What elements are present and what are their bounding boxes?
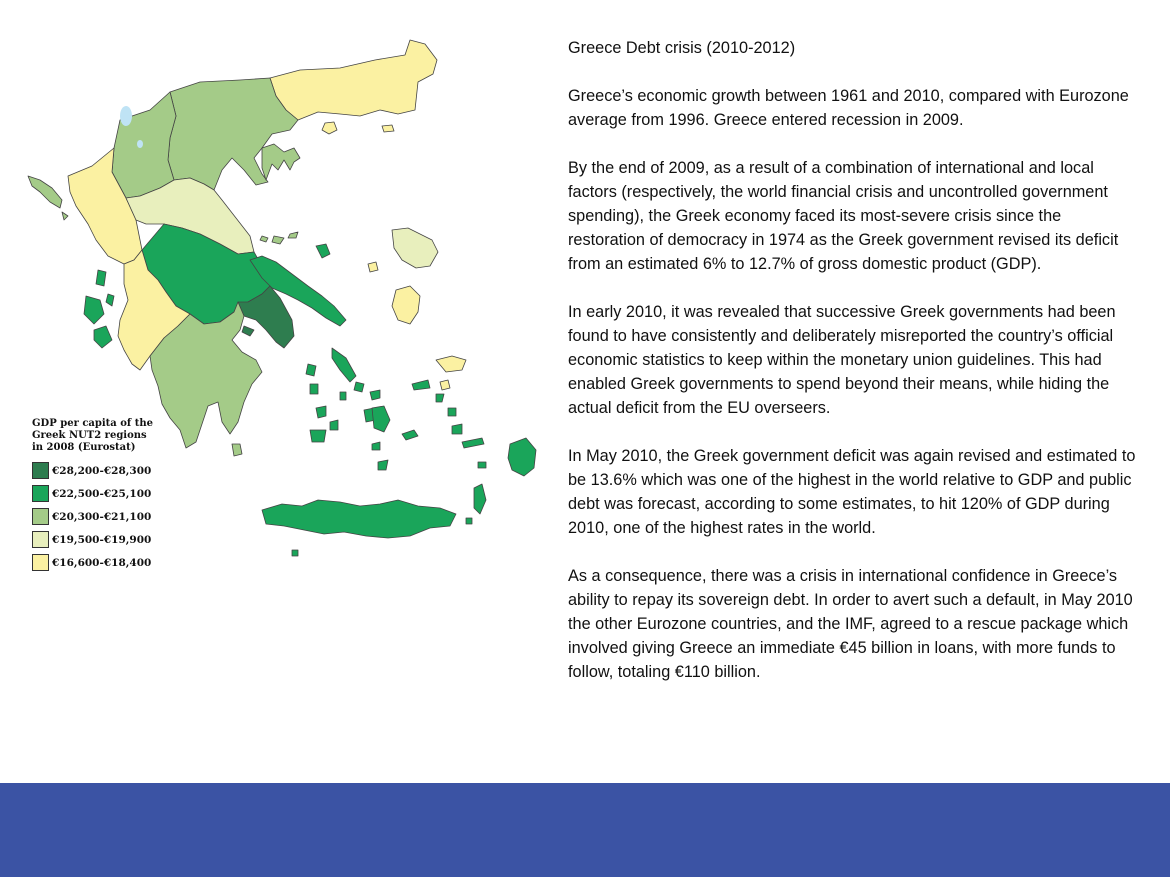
island-skiathos: [260, 236, 268, 242]
legend-swatch: [32, 531, 49, 548]
paragraph-crisis-2009: By the end of 2009, as a result of a combination of international and local factors (respectively, the world financial crisis and uncontrolled government spending), the Greek economy faced its most-severe crisis since the restoration of democracy in 1974 as the Greek government revised its deficit from an estimated 6% to 12.7% of gross domestic product (GDP).: [568, 159, 1119, 273]
legend-swatch: [32, 508, 49, 525]
island-lemnos: [392, 228, 438, 268]
island-ithaca: [106, 294, 114, 306]
paragraph-rescue-package: As a consequence, there was a crisis in international confidence in Greece’s ability to repay its sovereign debt. In order to avert such a default, in May 2010 the other Eurozone countries, and the IMF, agreed to a rescue package which involved giving Greece an immediate €45 billion in loans, with more funds to follow, totaling €110 billion.: [568, 567, 1133, 681]
legend-label: €28,200-€28,300: [52, 464, 152, 477]
island-salamis: [242, 326, 254, 336]
island-kalymnos: [452, 424, 462, 434]
island-kythira: [232, 444, 242, 456]
island-karpathos: [474, 484, 486, 514]
island-kos: [462, 438, 484, 448]
legend-label: €16,600-€18,400: [52, 556, 152, 569]
island-naxos: [372, 406, 390, 432]
island-kythnos: [310, 384, 318, 394]
island-corfu: [28, 176, 62, 208]
slide-title: Greece Debt crisis (2010-2012): [568, 39, 796, 57]
island-skyros: [316, 244, 330, 258]
island-ikaria: [412, 380, 430, 390]
island-paxoi: [62, 212, 68, 220]
legend-item: [32, 485, 172, 502]
island-zakynthos: [94, 326, 112, 348]
island-ios: [372, 442, 380, 450]
island-samothraki: [382, 125, 394, 132]
legend-title-line: GDP per capita of the: [32, 418, 153, 429]
island-milos: [310, 430, 326, 442]
lake-kastoria: [137, 140, 143, 148]
island-serifos: [316, 406, 326, 418]
island-lesbos: [392, 286, 420, 324]
legend-title: [32, 418, 172, 454]
island-santorini: [378, 460, 388, 470]
island-syros: [340, 392, 346, 400]
island-skopelos: [272, 236, 284, 244]
island-samos: [440, 380, 450, 390]
island-kefalonia: [84, 296, 104, 324]
paragraph-misreporting: In early 2010, it was revealed that successive Greek governments had been found to have consistently and deliberately misreported the country’s official economic statistics to keep within the monetary union guidelines. This had enabled Greek governments to spend beyond their means, while hiding the actual deficit from the EU overseers.: [568, 303, 1116, 417]
legend-item: [32, 554, 172, 571]
region-east-macedonia-thrace: [270, 40, 437, 120]
island-rhodes: [508, 438, 536, 476]
legend-item: [32, 531, 172, 548]
island-thasos: [322, 122, 337, 134]
island-chios: [436, 356, 466, 372]
island-patmos: [436, 394, 444, 402]
legend-title-line: Greek NUT2 regions: [32, 430, 147, 441]
island-tinos: [354, 382, 364, 392]
paragraph-deficit-revision: In May 2010, the Greek government deficit was again revised and estimated to be 13.6% which was one of the highest in the world relative to GDP and public debt was forecast, according to some estimates, to hit 120% of GDP during 2010, one of the highest rates in the world.: [568, 447, 1136, 537]
legend-label: €22,500-€25,100: [52, 487, 152, 500]
island-lefkada: [96, 270, 106, 286]
paragraph-growth: Greece’s economic growth between 1961 and 2010, compared with Eurozone average from 1996. Greece entered recession in 2009.: [568, 87, 1129, 129]
island-gavdos: [292, 550, 298, 556]
island-mykonos: [370, 390, 380, 400]
legend-swatch: [32, 485, 49, 502]
legend-label: €20,300-€21,100: [52, 510, 152, 523]
legend-title-line: in 2008 (Eurostat): [32, 442, 136, 453]
legend-swatch: [32, 462, 49, 479]
map-legend: [32, 418, 172, 577]
island-kasos: [466, 518, 472, 524]
chalkidiki: [262, 144, 300, 180]
lake-prespa: [120, 106, 132, 126]
island-andros: [332, 348, 356, 382]
legend-item: [32, 508, 172, 525]
island-sifnos: [330, 420, 338, 430]
island-amorgos: [402, 430, 418, 440]
island-leros: [448, 408, 456, 416]
greece-gdp-map: [0, 30, 560, 570]
island-kea: [306, 364, 316, 376]
legend-item: [32, 462, 172, 479]
island-alonissos: [288, 232, 298, 238]
island-agios-efstratios: [368, 262, 378, 272]
legend-swatch: [32, 554, 49, 571]
text-column: [568, 36, 1138, 708]
island-tilos: [478, 462, 486, 468]
footer-bar: [0, 783, 1170, 877]
island-crete: [262, 500, 456, 538]
region-western-macedonia: [112, 92, 176, 198]
legend-label: €19,500-€19,900: [52, 533, 152, 546]
